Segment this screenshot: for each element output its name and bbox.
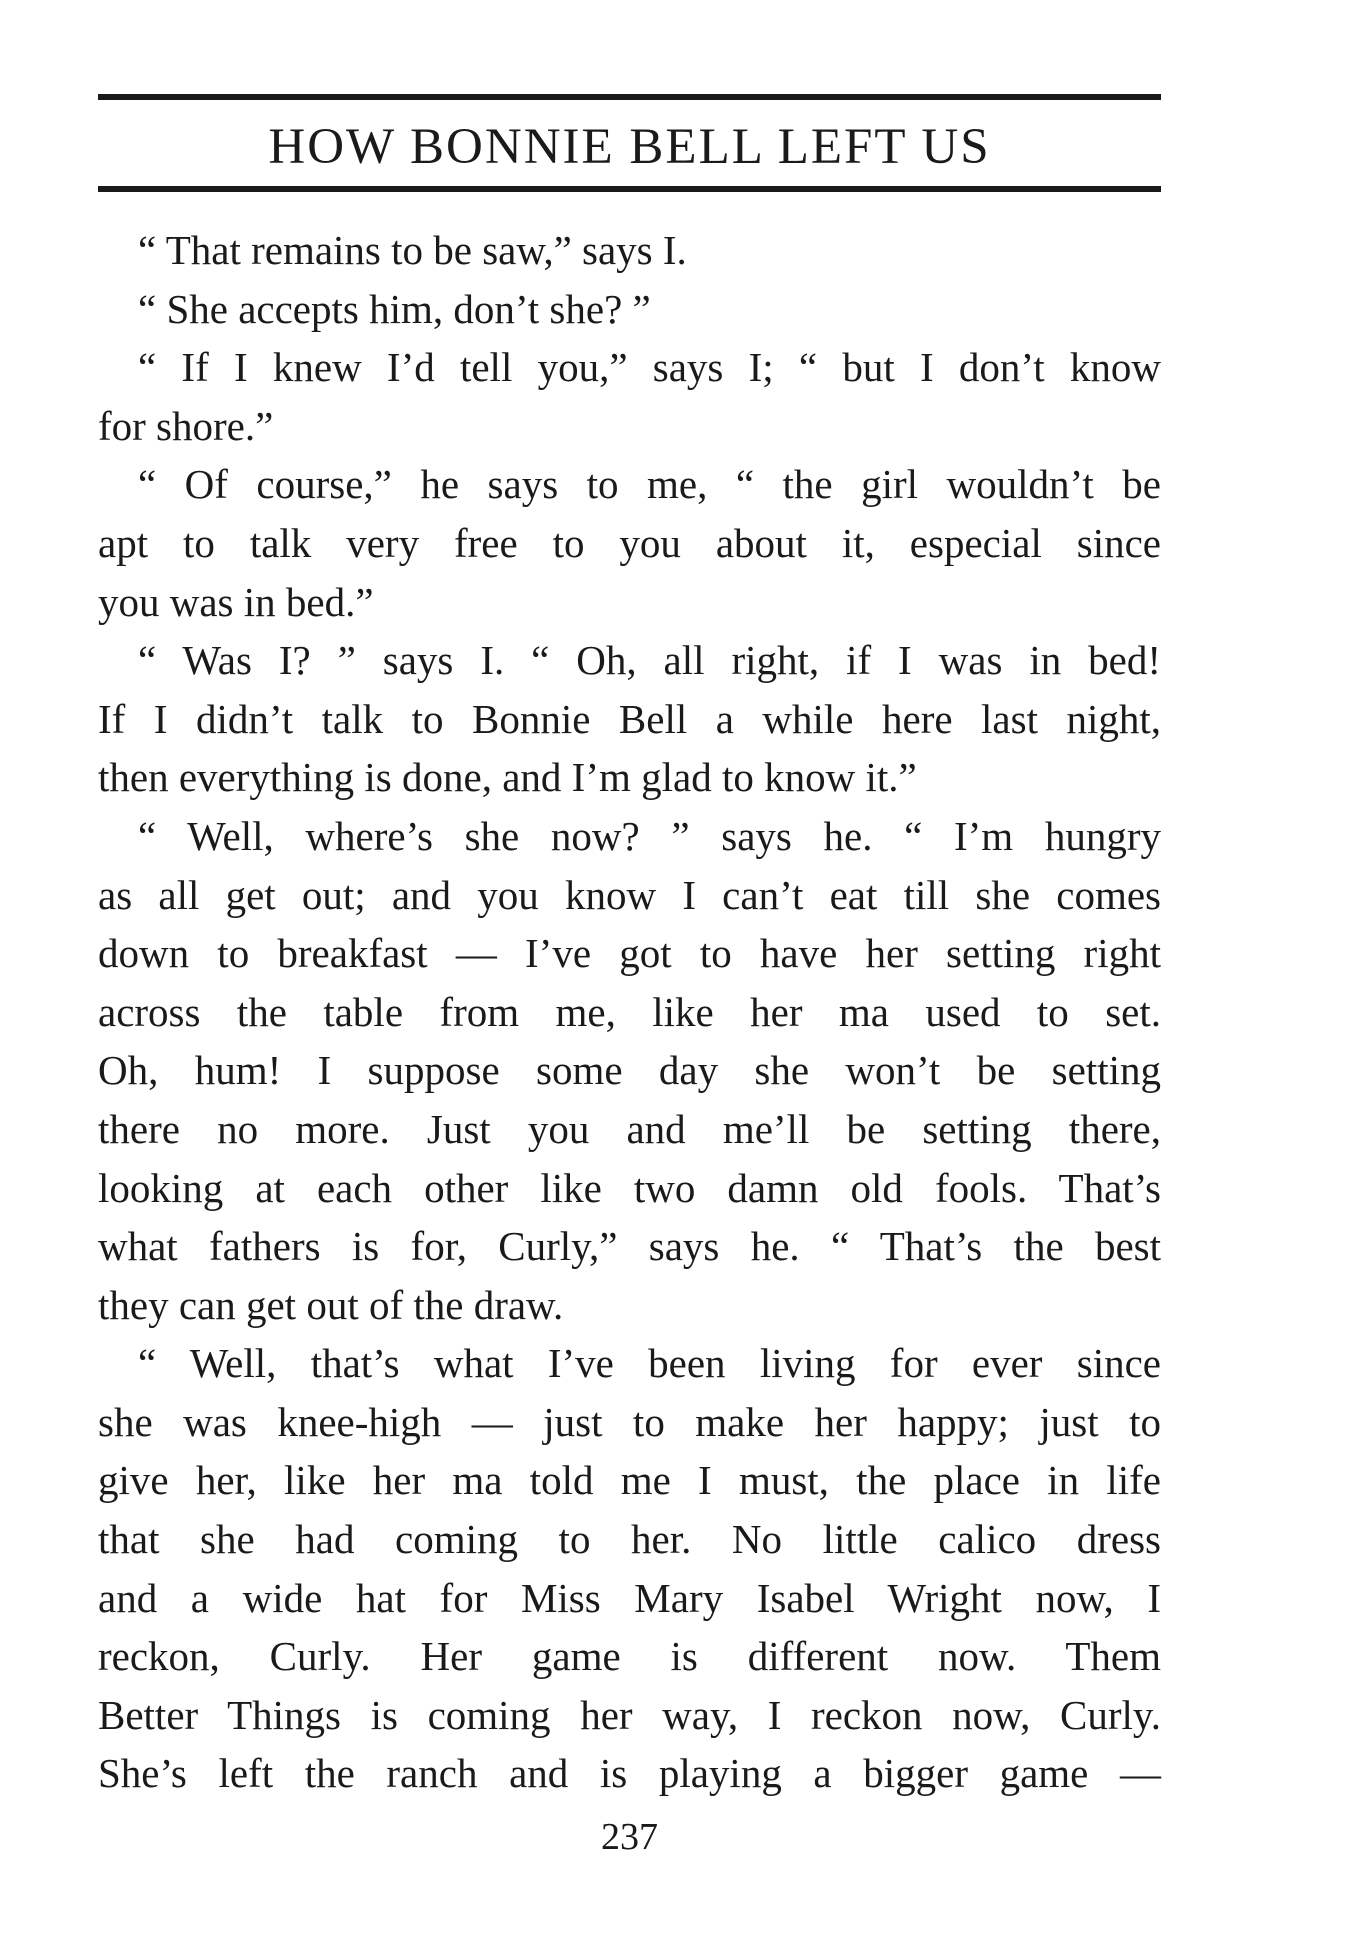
text-line: “ If I knew I’d tell you,” says I; “ but I don’t know bbox=[138, 344, 1161, 391]
text-line: “ Was I? ” says I. “ Oh, all right, if I was in bed! bbox=[138, 637, 1161, 684]
header-rule-top bbox=[98, 94, 1161, 100]
text-line: “ Well, where’s she now? ” says he. “ I’m hungry bbox=[138, 812, 1161, 859]
text-line: that she had coming to her. No little calico dress bbox=[98, 1516, 1161, 1563]
text-line: across the table from me, like her ma used to set. bbox=[98, 988, 1161, 1035]
text-line: Better Things is coming her way, I reckon now, Curly. bbox=[98, 1691, 1161, 1738]
text-line: and a wide hat for Miss Mary Isabel Wright now, I bbox=[98, 1574, 1161, 1621]
text-line: they can get out of the draw. bbox=[98, 1281, 564, 1328]
text-line: for shore.” bbox=[98, 402, 274, 449]
text-line: She’s left the ranch and is playing a bigger game — bbox=[98, 1750, 1161, 1797]
text-line: what fathers is for, Curly,” says he. “ That’s the best bbox=[98, 1223, 1161, 1270]
text-line: there no more. Just you and me’ll be setting there, bbox=[98, 1105, 1161, 1152]
text-line: as all get out; and you know I can’t eat till she comes bbox=[98, 871, 1161, 918]
text-line: Oh, hum! I suppose some day she won’t be setting bbox=[98, 1047, 1161, 1094]
text-line: “ Well, that’s what I’ve been living for ever since bbox=[138, 1340, 1161, 1387]
text-line: reckon, Curly. Her game is different now. Them bbox=[98, 1633, 1161, 1680]
text-line: “ That remains to be saw,” says I. bbox=[138, 227, 687, 273]
text-line: apt to talk very free to you about it, especial since bbox=[98, 519, 1161, 566]
header-rule-bottom bbox=[98, 186, 1161, 192]
text-line: give her, like her ma told me I must, the place in life bbox=[98, 1457, 1161, 1504]
text-line: you was in bed.” bbox=[98, 578, 374, 625]
text-line: looking at each other like two damn old fools. That’s bbox=[98, 1164, 1161, 1211]
text-line: she was knee-high — just to make her happy; just to bbox=[98, 1398, 1161, 1445]
text-line: “ Of course,” he says to me, “ the girl wouldn’t be bbox=[138, 461, 1161, 508]
text-line: down to breakfast — I’ve got to have her setting right bbox=[98, 930, 1161, 977]
text-line: If I didn’t talk to Bonnie Bell a while here last night, bbox=[98, 695, 1161, 742]
page-number: 237 bbox=[601, 1816, 658, 1858]
text-line: “ She accepts him, don’t she? ” bbox=[138, 285, 651, 332]
book-page bbox=[98, 94, 1161, 1894]
body-text bbox=[98, 221, 1161, 1803]
text-line: then everything is done, and I’m glad to know it.” bbox=[98, 754, 917, 801]
running-head: HOW BONNIE BELL LEFT US bbox=[268, 119, 991, 175]
